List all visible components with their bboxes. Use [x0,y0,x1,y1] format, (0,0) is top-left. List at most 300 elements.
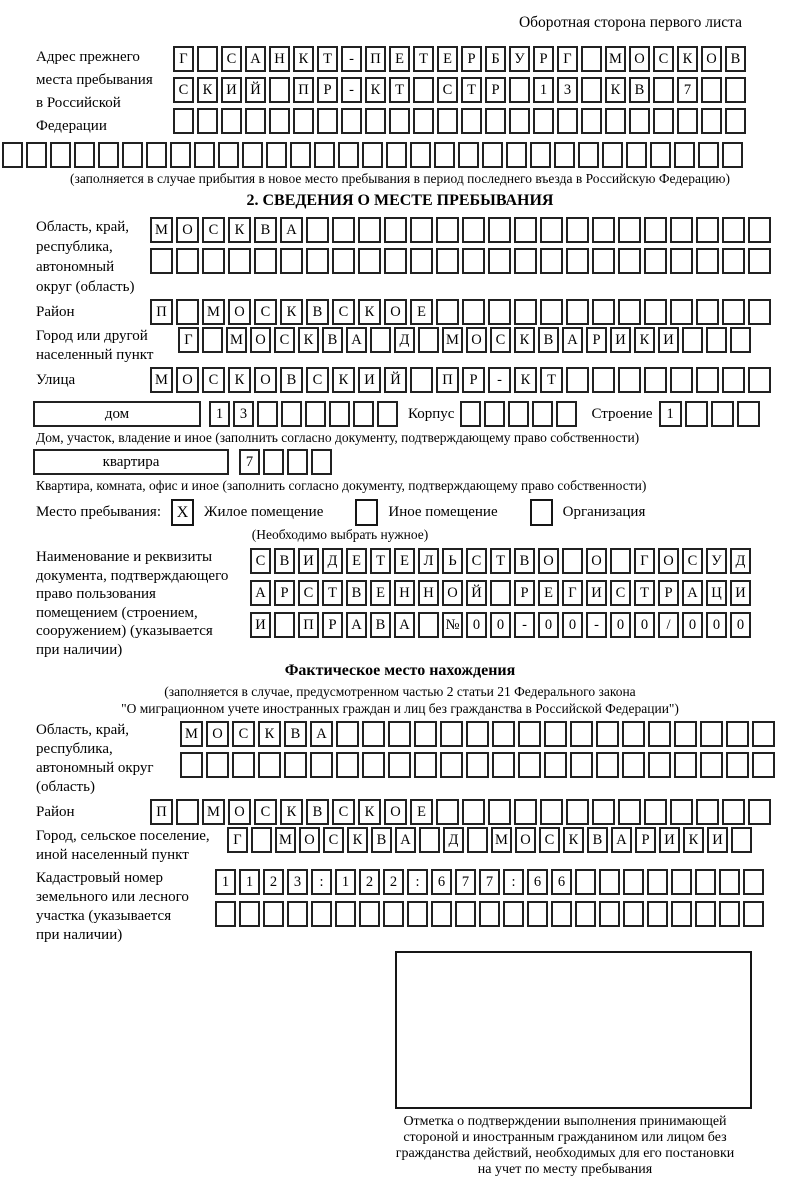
form-cell[interactable] [644,367,667,393]
form-cell[interactable]: О [176,217,199,243]
form-cell[interactable]: М [605,46,626,72]
form-cell[interactable] [306,248,329,274]
form-cell[interactable]: : [407,869,428,895]
korpus-cells[interactable] [460,401,577,427]
form-cell[interactable]: А [395,827,416,853]
form-cell[interactable] [358,248,381,274]
form-cell[interactable] [353,401,374,427]
form-cell[interactable] [514,248,537,274]
form-cell[interactable] [618,367,641,393]
form-cell[interactable]: : [311,869,332,895]
form-cell[interactable] [461,108,482,134]
form-cell[interactable]: 7 [239,449,260,475]
form-cell[interactable]: Р [586,327,607,353]
form-cell[interactable]: К [347,827,368,853]
form-cell[interactable] [490,580,511,606]
form-cell[interactable] [436,299,459,325]
form-cell[interactable] [388,721,411,747]
form-cell[interactable] [650,142,671,168]
form-cell[interactable]: 1 [659,401,682,427]
form-cell[interactable] [242,142,263,168]
form-cell[interactable] [332,248,355,274]
form-cell[interactable]: В [280,367,303,393]
form-cell[interactable]: М [150,367,173,393]
form-cell[interactable]: О [228,799,251,825]
form-cell[interactable] [215,901,236,927]
form-cell[interactable]: С [254,799,277,825]
form-cell[interactable]: К [677,46,698,72]
form-cell[interactable] [314,142,335,168]
form-cell[interactable] [467,827,488,853]
form-cell[interactable]: В [725,46,746,72]
form-cell[interactable]: Е [370,580,391,606]
form-cell[interactable]: А [280,217,303,243]
form-cell[interactable] [436,217,459,243]
form-cell[interactable] [310,752,333,778]
document-row-1[interactable] [250,548,751,574]
form-cell[interactable] [311,901,332,927]
form-cell[interactable] [492,752,515,778]
form-cell[interactable] [722,217,745,243]
form-cell[interactable] [508,401,529,427]
form-cell[interactable] [623,869,644,895]
form-cell[interactable]: М [202,799,225,825]
form-cell[interactable] [440,752,463,778]
form-cell[interactable] [618,217,641,243]
form-cell[interactable] [533,108,554,134]
form-cell[interactable] [544,752,567,778]
form-cell[interactable] [596,721,619,747]
form-cell[interactable]: О [701,46,722,72]
form-cell[interactable] [575,901,596,927]
form-cell[interactable]: Т [461,77,482,103]
form-cell[interactable]: Р [658,580,679,606]
form-cell[interactable]: О [228,299,251,325]
form-cell[interactable] [202,327,223,353]
form-cell[interactable] [748,299,771,325]
form-cell[interactable]: Т [634,580,655,606]
form-cell[interactable] [479,901,500,927]
form-cell[interactable]: Й [384,367,407,393]
form-cell[interactable]: Р [317,77,338,103]
form-cell[interactable]: И [221,77,242,103]
form-cell[interactable]: 0 [538,612,559,638]
form-cell[interactable]: М [180,721,203,747]
form-cell[interactable] [618,799,641,825]
form-cell[interactable] [383,901,404,927]
form-cell[interactable]: 1 [209,401,230,427]
form-cell[interactable] [460,401,481,427]
form-cell[interactable] [581,46,602,72]
form-cell[interactable] [239,901,260,927]
form-cell[interactable] [623,901,644,927]
form-cell[interactable] [719,901,740,927]
form-cell[interactable] [610,548,631,574]
form-cell[interactable] [698,142,719,168]
form-cell[interactable]: П [293,77,314,103]
form-cell[interactable] [232,752,255,778]
form-cell[interactable] [514,799,537,825]
form-cell[interactable] [485,108,506,134]
form-cell[interactable] [370,327,391,353]
form-cell[interactable]: 1 [239,869,260,895]
form-cell[interactable]: К [365,77,386,103]
form-cell[interactable] [506,142,527,168]
form-cell[interactable] [358,217,381,243]
form-cell[interactable] [514,217,537,243]
form-cell[interactable]: О [442,580,463,606]
form-cell[interactable] [503,901,524,927]
form-cell[interactable]: И [298,548,319,574]
form-cell[interactable] [518,721,541,747]
form-cell[interactable]: И [586,580,607,606]
form-cell[interactable] [540,299,563,325]
form-cell[interactable]: В [587,827,608,853]
form-cell[interactable]: Г [557,46,578,72]
form-cell[interactable]: Т [413,46,434,72]
form-cell[interactable]: 3 [287,869,308,895]
form-cell[interactable] [509,77,530,103]
form-cell[interactable] [670,367,693,393]
form-cell[interactable]: М [226,327,247,353]
form-cell[interactable] [98,142,119,168]
form-cell[interactable] [492,721,515,747]
form-cell[interactable] [365,108,386,134]
form-cell[interactable]: М [491,827,512,853]
form-cell[interactable]: А [346,612,367,638]
form-cell[interactable] [752,752,775,778]
form-cell[interactable]: А [394,612,415,638]
form-cell[interactable] [206,752,229,778]
form-cell[interactable]: С [332,299,355,325]
checkbox-organizatsiya[interactable] [530,499,553,526]
form-cell[interactable]: Д [730,548,751,574]
form-cell[interactable]: Е [410,799,433,825]
form-cell[interactable] [197,108,218,134]
form-cell[interactable]: С [682,548,703,574]
checkbox-zhiloe[interactable]: X [171,499,194,526]
form-cell[interactable] [269,77,290,103]
form-cell[interactable]: Т [389,77,410,103]
form-cell[interactable] [254,248,277,274]
form-cell[interactable]: К [514,327,535,353]
s3-district-row[interactable] [150,799,771,825]
form-cell[interactable]: А [346,327,367,353]
form-cell[interactable]: 1 [533,77,554,103]
form-cell[interactable]: Т [322,580,343,606]
form-cell[interactable] [462,299,485,325]
form-cell[interactable] [414,721,437,747]
form-cell[interactable] [388,752,411,778]
form-cell[interactable]: С [250,548,271,574]
form-cell[interactable] [293,108,314,134]
form-cell[interactable] [618,248,641,274]
form-cell[interactable] [338,142,359,168]
form-cell[interactable]: Д [394,327,415,353]
form-cell[interactable] [644,248,667,274]
form-cell[interactable] [251,827,272,853]
form-cell[interactable]: Ц [706,580,727,606]
form-cell[interactable]: С [653,46,674,72]
form-cell[interactable]: С [539,827,560,853]
form-cell[interactable] [258,752,281,778]
form-cell[interactable] [437,108,458,134]
form-cell[interactable]: 0 [466,612,487,638]
form-cell[interactable]: С [202,217,225,243]
document-row-3[interactable] [250,612,751,638]
s3-city-row[interactable] [227,827,752,853]
form-cell[interactable] [540,248,563,274]
form-cell[interactable]: С [490,327,511,353]
form-cell[interactable]: М [202,299,225,325]
form-cell[interactable] [50,142,71,168]
form-cell[interactable] [701,108,722,134]
form-cell[interactable] [570,721,593,747]
form-cell[interactable] [518,752,541,778]
form-cell[interactable] [696,299,719,325]
form-cell[interactable]: Д [443,827,464,853]
form-cell[interactable] [359,901,380,927]
form-cell[interactable]: Е [538,580,559,606]
form-cell[interactable]: О [299,827,320,853]
form-cell[interactable]: К [563,827,584,853]
prev-address-row-1[interactable] [173,46,746,72]
form-cell[interactable] [436,248,459,274]
form-cell[interactable] [602,142,623,168]
form-cell[interactable] [419,827,440,853]
form-cell[interactable] [362,752,385,778]
form-cell[interactable]: О [384,299,407,325]
form-cell[interactable]: К [280,799,303,825]
form-cell[interactable] [434,142,455,168]
form-cell[interactable]: : [503,869,524,895]
form-cell[interactable] [329,401,350,427]
document-row-2[interactable] [250,580,751,606]
form-cell[interactable] [648,721,671,747]
form-cell[interactable] [290,142,311,168]
form-cell[interactable]: С [306,367,329,393]
form-cell[interactable]: Д [322,548,343,574]
form-cell[interactable] [389,108,410,134]
form-cell[interactable]: К [228,367,251,393]
form-cell[interactable]: Н [269,46,290,72]
form-cell[interactable]: К [514,367,537,393]
form-cell[interactable]: О [466,327,487,353]
region-row-2[interactable] [150,248,771,274]
form-cell[interactable]: С [610,580,631,606]
form-cell[interactable]: 6 [431,869,452,895]
form-cell[interactable] [466,752,489,778]
form-cell[interactable]: П [150,299,173,325]
prev-address-row-3[interactable] [173,108,746,134]
form-cell[interactable] [484,401,505,427]
form-cell[interactable] [245,108,266,134]
form-cell[interactable] [462,217,485,243]
form-cell[interactable]: М [442,327,463,353]
form-cell[interactable] [284,752,307,778]
form-cell[interactable] [566,799,589,825]
form-cell[interactable] [706,327,727,353]
form-cell[interactable] [488,248,511,274]
form-cell[interactable] [701,77,722,103]
form-cell[interactable] [488,217,511,243]
form-cell[interactable]: 6 [527,869,548,895]
form-cell[interactable]: А [250,580,271,606]
form-cell[interactable]: 2 [359,869,380,895]
form-cell[interactable] [2,142,23,168]
form-cell[interactable]: В [306,299,329,325]
form-cell[interactable]: / [658,612,679,638]
form-cell[interactable] [592,367,615,393]
form-cell[interactable]: 7 [677,77,698,103]
form-cell[interactable]: Н [394,580,415,606]
form-cell[interactable] [700,752,723,778]
prev-address-row-4[interactable] [2,142,800,168]
form-cell[interactable] [722,248,745,274]
form-cell[interactable] [592,299,615,325]
form-cell[interactable] [414,752,437,778]
form-cell[interactable] [551,901,572,927]
form-cell[interactable] [509,108,530,134]
form-cell[interactable] [743,869,764,895]
form-cell[interactable] [722,367,745,393]
form-cell[interactable]: 1 [335,869,356,895]
form-cell[interactable]: 0 [490,612,511,638]
form-cell[interactable] [581,77,602,103]
form-cell[interactable] [146,142,167,168]
form-cell[interactable]: С [437,77,458,103]
form-cell[interactable] [670,217,693,243]
form-cell[interactable]: В [254,217,277,243]
form-cell[interactable] [336,721,359,747]
form-cell[interactable]: П [150,799,173,825]
form-cell[interactable]: - [488,367,511,393]
form-cell[interactable] [455,901,476,927]
form-cell[interactable] [566,367,589,393]
form-cell[interactable] [696,248,719,274]
house-number-cells[interactable] [209,401,398,427]
form-cell[interactable]: О [538,548,559,574]
form-cell[interactable]: В [538,327,559,353]
form-cell[interactable]: Е [437,46,458,72]
form-cell[interactable]: Т [370,548,391,574]
form-cell[interactable] [544,721,567,747]
form-cell[interactable] [462,799,485,825]
form-cell[interactable]: Р [462,367,485,393]
form-cell[interactable] [566,248,589,274]
form-cell[interactable] [695,869,716,895]
form-cell[interactable]: Н [418,580,439,606]
form-cell[interactable]: А [562,327,583,353]
form-cell[interactable] [696,217,719,243]
form-cell[interactable]: К [258,721,281,747]
form-cell[interactable] [596,752,619,778]
form-cell[interactable] [266,142,287,168]
form-cell[interactable] [653,77,674,103]
house-type-box[interactable]: дом [33,401,201,427]
form-cell[interactable] [122,142,143,168]
form-cell[interactable]: Е [346,548,367,574]
form-cell[interactable]: Е [410,299,433,325]
form-cell[interactable]: А [245,46,266,72]
form-cell[interactable]: Т [490,548,511,574]
form-cell[interactable]: П [298,612,319,638]
form-cell[interactable]: О [586,548,607,574]
form-cell[interactable]: О [206,721,229,747]
form-cell[interactable] [671,869,692,895]
form-cell[interactable]: Й [466,580,487,606]
form-cell[interactable] [413,77,434,103]
form-cell[interactable] [581,108,602,134]
form-cell[interactable]: О [250,327,271,353]
form-cell[interactable]: И [250,612,271,638]
form-cell[interactable]: 7 [479,869,500,895]
form-cell[interactable] [530,142,551,168]
form-cell[interactable]: В [514,548,535,574]
form-cell[interactable] [618,299,641,325]
form-cell[interactable] [194,142,215,168]
form-cell[interactable]: Е [389,46,410,72]
form-cell[interactable] [726,721,749,747]
form-cell[interactable]: С [332,799,355,825]
form-cell[interactable] [726,752,749,778]
form-cell[interactable]: О [658,548,679,574]
form-cell[interactable] [170,142,191,168]
form-cell[interactable] [274,612,295,638]
form-cell[interactable] [488,799,511,825]
checkbox-inoe[interactable] [355,499,378,526]
form-cell[interactable] [575,869,596,895]
s3-region-row-2[interactable] [180,752,775,778]
region-row-1[interactable] [150,217,771,243]
confirmation-mark-box[interactable] [395,951,752,1109]
form-cell[interactable]: С [221,46,242,72]
form-cell[interactable]: И [707,827,728,853]
form-cell[interactable] [653,108,674,134]
form-cell[interactable] [540,217,563,243]
form-cell[interactable] [221,108,242,134]
form-cell[interactable] [281,401,302,427]
form-cell[interactable]: О [254,367,277,393]
form-cell[interactable]: С [466,548,487,574]
form-cell[interactable]: - [341,46,362,72]
form-cell[interactable] [731,827,752,853]
form-cell[interactable] [176,299,199,325]
form-cell[interactable] [711,401,734,427]
form-cell[interactable]: Е [394,548,415,574]
form-cell[interactable] [670,299,693,325]
form-cell[interactable] [748,217,771,243]
form-cell[interactable] [306,217,329,243]
form-cell[interactable]: - [514,612,535,638]
form-cell[interactable] [674,721,697,747]
form-cell[interactable]: О [384,799,407,825]
form-cell[interactable]: П [436,367,459,393]
form-cell[interactable] [532,401,553,427]
form-cell[interactable]: М [275,827,296,853]
form-cell[interactable] [540,799,563,825]
form-cell[interactable]: Л [418,548,439,574]
form-cell[interactable]: Р [322,612,343,638]
form-cell[interactable] [674,752,697,778]
form-cell[interactable] [570,752,593,778]
street-row[interactable] [150,367,771,393]
form-cell[interactable]: К [298,327,319,353]
form-cell[interactable] [700,721,723,747]
form-cell[interactable] [592,799,615,825]
form-cell[interactable] [737,401,760,427]
form-cell[interactable] [566,217,589,243]
